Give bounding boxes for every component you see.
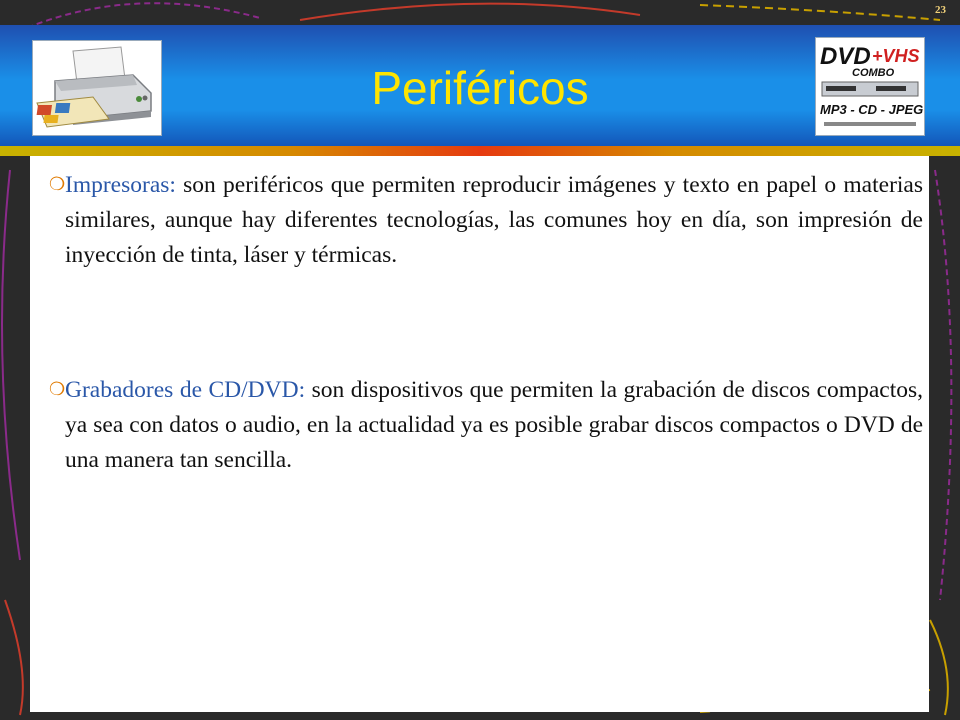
page-number: 23	[935, 4, 946, 16]
bullet-impresoras	[49, 168, 923, 273]
bullet-term: Grabadores de CD/DVD:	[65, 377, 306, 403]
dvd-vhs-logo	[815, 37, 925, 136]
title-bar-glow	[0, 146, 960, 156]
bullet-icon: ❍	[49, 379, 66, 399]
dvd-logo-formats: MP3 - CD - JPEG	[820, 102, 924, 117]
bullet-term: Impresoras:	[65, 172, 176, 198]
bullet-grabadores	[49, 373, 923, 478]
dvd-logo-text-a: DVD	[820, 43, 871, 70]
bullet-text: son dispositivos que permiten la grabación de discos compactos, ya sea con datos o audio, en la actualidad ya es posible grabar discos compactos o DVD de una manera tan sencilla.	[65, 377, 923, 473]
dvd-logo-combo: COMBO	[852, 67, 895, 79]
bullet-text: son periféricos que permiten reproducir imágenes y texto en papel o materias similares, aunque hay diferentes tecnologías, las comunes hoy en día, son impresión de inyección de tinta, láser y térmicas.	[65, 172, 923, 268]
slide-title: Periféricos	[371, 62, 589, 114]
dvd-logo-icon	[816, 38, 924, 135]
bullet-icon: ❍	[49, 174, 66, 194]
dvd-logo-text-b: +VHS	[872, 46, 920, 66]
